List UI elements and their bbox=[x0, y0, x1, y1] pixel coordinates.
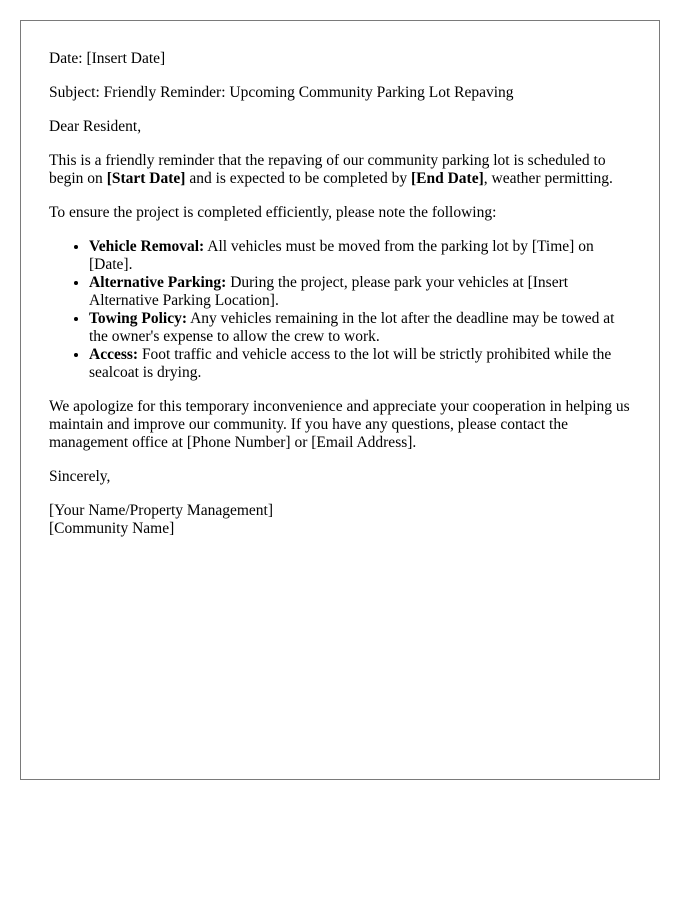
signoff: Sincerely, bbox=[49, 468, 111, 485]
date-line: Date: [Insert Date] bbox=[49, 50, 166, 67]
list-item-text: Any vehicles remaining in the lot after the deadline may be towed at the owner's expense to allow the crew to work. bbox=[89, 310, 615, 345]
intro-text-1: This is a friendly reminder that the repaving of our community parking lot is scheduled to begin on bbox=[49, 152, 606, 187]
list-item-text: All vehicles must be moved from the parking lot by [Time] on [Date]. bbox=[89, 238, 594, 273]
list-intro: To ensure the project is completed efficiently, please note the following: bbox=[49, 204, 497, 221]
list-item-title: Access: bbox=[89, 346, 139, 363]
list-item-title: Towing Policy: bbox=[89, 310, 188, 327]
start-date-placeholder: [Start Date] bbox=[106, 170, 186, 187]
notice-list bbox=[49, 238, 631, 382]
signature-block bbox=[49, 502, 631, 538]
subject-line: Subject: Friendly Reminder: Upcoming Community Parking Lot Repaving bbox=[49, 84, 514, 101]
letter-page bbox=[20, 20, 660, 780]
list-item-title: Vehicle Removal: bbox=[89, 238, 205, 255]
closing-paragraph: We apologize for this temporary inconvenience and appreciate your cooperation in helping us maintain and improve our community. If you have any questions, please contact the management office at [Phone Number] or [Email Address]. bbox=[49, 398, 630, 451]
list-item-text: Foot traffic and vehicle access to the lot will be strictly prohibited while the sealcoat is drying. bbox=[89, 346, 612, 381]
list-item-towing-policy bbox=[89, 310, 631, 346]
list-item-alternative-parking bbox=[89, 274, 631, 310]
intro-paragraph bbox=[49, 152, 631, 188]
list-item-vehicle-removal bbox=[89, 238, 631, 274]
intro-text-2: and is expected to be completed by bbox=[185, 170, 411, 187]
list-item-text: During the project, please park your vehicles at [Insert Alternative Parking Location]. bbox=[89, 274, 569, 309]
signature-community: [Community Name] bbox=[49, 520, 175, 537]
salutation: Dear Resident, bbox=[49, 118, 142, 135]
intro-text-3: , weather permitting. bbox=[483, 170, 613, 187]
list-item-title: Alternative Parking: bbox=[89, 274, 227, 291]
end-date-placeholder: [End Date] bbox=[411, 170, 484, 187]
signature-name: [Your Name/Property Management] bbox=[49, 502, 273, 519]
list-item-access bbox=[89, 346, 631, 382]
